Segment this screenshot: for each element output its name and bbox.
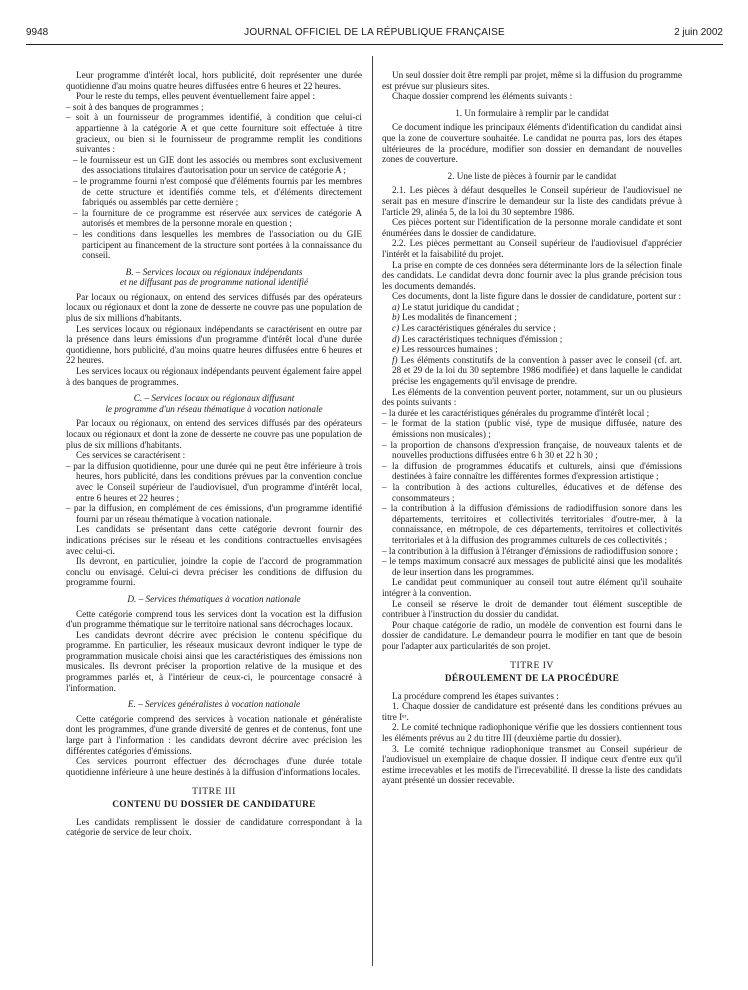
heading-line: B. – Services locaux ou régionaux indépendants bbox=[125, 266, 303, 277]
paragraph: 1. Chaque dossier de candidature est présenté dans les conditions prévues au titre Iᵉʳ. bbox=[382, 701, 682, 722]
paragraph: 2.1. Les pièces à défaut desquelles le Conseil supérieur de l'audiovisuel ne serait pas en mesure d'inscrire le demandeur sur la liste des candidats prévue à l'article 29, alinéa 5, de la loi du 30 septembre 1986. bbox=[382, 185, 682, 217]
item-letter: a) bbox=[392, 301, 400, 312]
lettered-item bbox=[382, 323, 682, 334]
list-item: – la contribution à la diffusion d'émissions de radiodiffusion sonore dans les départements, territoires et collectivités territoriales d'outre-mer, à la connaissance, en métropole, de ces départements, territoires et collectivités territoriales et à la diffusion des programmes culturels de ces collectivités ; bbox=[382, 503, 682, 545]
titre-subheading: CONTENU DU DOSSIER DE CANDIDATURE bbox=[112, 800, 316, 810]
page-number: 9948 bbox=[26, 27, 49, 38]
paragraph: Ces pièces portent sur l'identification de la personne morale candidate et sont énumérées dans le dossier de candidature. bbox=[382, 217, 682, 238]
sub-list-item: – la fourniture de ce programme est réservée aux services de catégorie A autorisés et membres de la personne morale en question ; bbox=[73, 207, 362, 229]
list-item: – par la diffusion, en complément de ces émissions, d'un programme identifié fourni par un réseau thématique à vocation nationale. bbox=[66, 503, 362, 524]
paragraph: Le conseil se réserve le droit de demander tout élément susceptible de contribuer à l'instruction du dossier du candidat. bbox=[382, 598, 682, 620]
paragraph: Les éléments de la convention peuvent porter, notamment, sur un ou plusieurs des points suivants : bbox=[382, 386, 682, 408]
paragraph: 2.2. Les pièces permettant au Conseil supérieur de l'audiovisuel d'apprécier l'intérêt et la faisabilité du projet. bbox=[382, 238, 682, 259]
paragraph: Pour le reste du temps, elles peuvent éventuellement faire appel : bbox=[76, 91, 316, 102]
heading-line: C. – Services locaux ou régionaux diffusant bbox=[133, 393, 295, 404]
heading-line: le programme d'un réseau thématique à vocation nationale bbox=[105, 403, 323, 414]
page-header bbox=[26, 26, 723, 40]
paragraph: 2. Le comité technique radiophonique vérifie que les dossiers contiennent tous les éléments prévus au 2 du titre III (deuxième partie du dossier). bbox=[382, 722, 682, 744]
paragraph: Chaque dossier comprend les éléments suivants : bbox=[392, 91, 573, 102]
paragraph: Les services locaux ou régionaux indépendants peuvent également faire appel à des banques de programmes. bbox=[66, 366, 362, 387]
section-heading-c bbox=[66, 393, 362, 414]
section-heading-b bbox=[66, 267, 362, 288]
list-item: – la proportion de chansons d'expression française, de nouveaux talents et de nouvelles productions diffusées entre 6 h 30 et 22 h 30 ; bbox=[382, 439, 682, 461]
item-text: Les modalités de financement ; bbox=[401, 312, 517, 323]
titre-heading: TITRE III bbox=[192, 786, 236, 798]
paragraph: Ces documents, dont la liste figure dans le dossier de candidature, portent sur : bbox=[392, 291, 682, 302]
paragraph: Un seul dossier doit être rempli par projet, même si la diffusion du programme est prévue sur plusieurs sites. bbox=[382, 70, 682, 91]
paragraph: Leur programme d'intérêt local, hors publicité, doit représenter une durée quotidienne d'au moins quatre heures diffusées entre 6 heures et 22 heures. bbox=[66, 70, 362, 91]
header-rule bbox=[26, 44, 723, 45]
item-letter: f) bbox=[392, 354, 398, 365]
section-heading-d: D. – Services thématiques à vocation nationale bbox=[127, 593, 301, 604]
paragraph: Cette catégorie comprend tous les services dont la vocation est la diffusion d'un programme thématique sur le territoire national sans décrochages locaux. bbox=[66, 608, 362, 630]
item-text: Les ressources humaines ; bbox=[401, 344, 498, 355]
list-item: – soit à un fournisseur de programmes identifié, à condition que celui-ci appartienne à la catégorie A et que cette fourniture soit effectuée à titre gracieux, ou bien si le fournisseur de programme remplit les conditions suivantes : bbox=[66, 112, 362, 155]
item-text: Les caractéristiques techniques d'émission ; bbox=[401, 333, 563, 344]
item-text: Les caractéristiques générales du service ; bbox=[401, 323, 556, 334]
lettered-item bbox=[382, 334, 682, 345]
paragraph: Ces services pourront effectuer des décrochages d'une durée totale quotidienne inférieure à une heure destinés à la diffusion d'informations locales. bbox=[66, 756, 362, 777]
paragraph: 3. Le comité technique radiophonique transmet au Conseil supérieur de l'audiovisuel un exemplaire de chaque dossier. Il indique ceux d'entre eux qu'il estime irrecevables et les motifs de l'irrecevabilité. Il dresse la liste des candidats ayant présenté un dossier recevable. bbox=[382, 743, 682, 786]
paragraph: Par locaux ou régionaux, on entend des services diffusés par des opérateurs locaux ou régionaux et dont la zone de desserte ne couvre pas une population de plus de six millions d'habitants. bbox=[66, 291, 362, 324]
section-heading-e: E. – Services généralistes à vocation nationale bbox=[127, 699, 301, 710]
sub-list-item: – les conditions dans lesquelles les membres de l'association ou du GIE participent au financement de la structure sont portées à la connaissance du conseil. bbox=[73, 228, 362, 261]
paragraph: Le candidat peut communiquer au conseil tout autre élément qu'il souhaite intégrer à la convention. bbox=[382, 577, 682, 598]
item-letter: b) bbox=[392, 312, 400, 323]
heading-line: et ne diffusant pas de programme national identifié bbox=[119, 277, 309, 288]
right-column bbox=[382, 70, 682, 786]
titre-subheading: DÉROULEMENT DE LA PROCÉDURE bbox=[444, 674, 620, 685]
paragraph: Ils devront, en particulier, joindre la copie de l'accord de programmation conclu ou envisagé. Celui-ci devra préciser les conditions de diffusion du programme fourni. bbox=[66, 556, 362, 588]
paragraph: Les candidats se présentant dans cette catégorie devront fournir des indications précises sur le réseau et les conditions contractuelles envisagées avec celui-ci. bbox=[66, 524, 362, 556]
item-letter: d) bbox=[392, 333, 400, 344]
list-item: – la diffusion de programmes éducatifs et culturels, ainsi que d'émissions destinées à faire connaître les différentes formes d'expression artistique ; bbox=[382, 460, 682, 482]
paragraph: Ce document indique les principaux éléments d'identification du candidat ainsi que la zone de couverture souhaitée. Le candidat ne pourra pas, lors des étapes ultérieures de la procédure, modifier son dossier en demandant de nouvelles zones de couverture. bbox=[382, 122, 682, 165]
journal-title: JOURNAL OFFICIEL DE LA RÉPUBLIQUE FRANÇAISE bbox=[244, 27, 505, 38]
item-letter: e) bbox=[392, 344, 400, 355]
lettered-item bbox=[382, 344, 682, 355]
paragraph: Les candidats remplissent le dossier de candidature correspondant à la catégorie de service de leur choix. bbox=[66, 816, 362, 838]
paragraph: Les candidats devront décrire avec précision le contenu spécifique du programme. En particulier, les réseaux musicaux devront indiquer le type de programmation musicale choisi ainsi que les caractéristiques des émissions non musicales. Ils devront préciser la proportion relative de la musique et des programmes parlés et, à l'intérieur de ceux-ci, le pourcentage consacré à l'information. bbox=[66, 629, 362, 693]
sub-list-item: – le fournisseur est un GIE dont les associés ou membres sont exclusivement des associations titulaires d'autorisation pour un service de catégorie A ; bbox=[73, 154, 362, 176]
item-text: Le statut juridique du candidat ; bbox=[401, 301, 520, 312]
list-item: – la durée et les caractéristiques générales du programme d'intérêt local ; bbox=[382, 407, 650, 418]
titre-heading: TITRE IV bbox=[510, 660, 554, 672]
paragraph: La prise en compte de ces données sera déterminante lors de la sélection finale des candidats. Le candidat devra donc fournir avec la plus grande précision tous les documents demandés. bbox=[382, 259, 682, 291]
item-text: Les éléments constitutifs de la convention à passer avec le conseil (cf. art. 28 et 29 de la loi du 30 septembre 1986 modifiée) et dans laquelle le candidat précise les engagements qu'il envisage de prendre. bbox=[392, 354, 682, 387]
list-item: – le format de la station (public visé, type de musique diffusée, nature des émissions non musicales) ; bbox=[382, 418, 682, 439]
sub-list-item: – le programme fourni n'est composé que d'éléments fournis par les membres de cette structure et identifiés comme tels, et d'éléments directement fabriqués ou assemblés par cette dernière ; bbox=[73, 175, 362, 208]
lettered-item bbox=[382, 312, 682, 323]
list-item: – par la diffusion quotidienne, pour une durée qui ne peut être inférieure à trois heures, hors publicité, dans les conditions prévues par la convention conclue avec le Conseil supérieur de l'audiovisuel, d'un programme d'intérêt local, entre 6 heures et 22 heures ; bbox=[66, 460, 362, 503]
paragraph: Ces services se caractérisent : bbox=[76, 450, 186, 461]
lettered-item bbox=[382, 302, 682, 313]
list-item: – la contribution à la diffusion à l'étranger d'émissions de radiodiffusion sonore ; bbox=[382, 545, 678, 556]
paragraph: Pour chaque catégorie de radio, un modèle de convention est fourni dans le dossier de candidature. Le demandeur pourra le modifier en tant que de besoin pour l'adapter aux particularités de son projet. bbox=[382, 619, 682, 651]
list-item: – soit à des banques de programmes ; bbox=[66, 101, 204, 112]
list-item: – le temps maximum consacré aux messages de publicité ainsi que les modalités de leur insertion dans les programmes. bbox=[382, 556, 682, 577]
paragraph: Les services locaux ou régionaux indépendants se caractérisent en outre par la présence dans leurs émissions d'un programme d'intérêt local d'une durée quotidienne, hors publicité, d'au moins quatre heures diffusées entre 6 heures et 22 heures. bbox=[66, 323, 362, 366]
item-letter: c) bbox=[392, 323, 400, 334]
paragraph: La procédure comprend les étapes suivantes : bbox=[392, 690, 559, 701]
subsection-heading: 2. Une liste de pièces à fournir par le candidat bbox=[447, 170, 617, 181]
column-divider bbox=[372, 56, 373, 966]
paragraph: Cette catégorie comprend des services à vocation nationale et généraliste dont les programmes, d'une grande diversité de genres et de contenus, font une large part à l'information : les candidats devront décrire avec précision les différentes catégories d'émissions. bbox=[66, 713, 362, 756]
publication-date: 2 juin 2002 bbox=[674, 27, 723, 38]
list-item: – la contribution à des actions culturelles, éducatives et de défense des consommateurs ; bbox=[382, 481, 682, 503]
paragraph: Par locaux ou régionaux, on entend des services diffusés par des opérateurs locaux ou régionaux et dont la zone de desserte ne couvre pas une population de plus de six millions d'habitants. bbox=[66, 418, 362, 450]
subsection-heading: 1. Un formulaire à remplir par le candidat bbox=[455, 107, 609, 118]
left-column bbox=[66, 70, 362, 838]
lettered-item bbox=[382, 355, 682, 387]
